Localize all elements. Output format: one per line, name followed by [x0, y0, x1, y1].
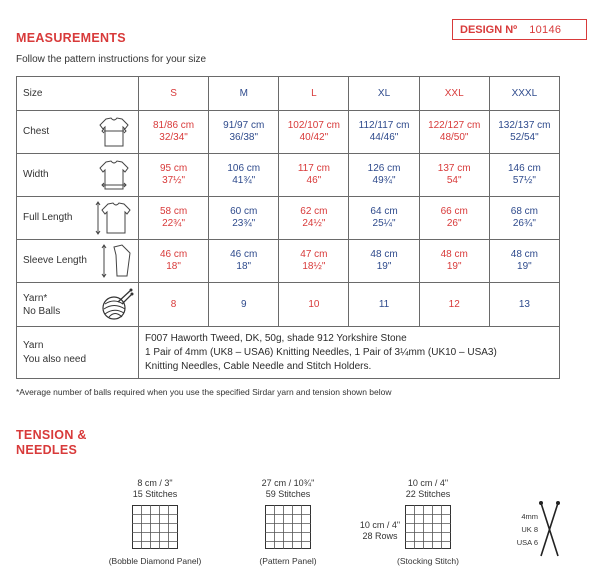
- yarn-footnote: *Average number of balls required when you use the specified Sirdar yarn and tension shown below: [16, 387, 392, 397]
- size-xxl: XXL: [419, 77, 489, 111]
- size-instruction: Follow the pattern instructions for your size: [16, 54, 207, 65]
- design-label: DESIGN Nº: [460, 23, 518, 36]
- bobble-panel-width: 8 cm / 3": [137, 478, 173, 488]
- sleeve-xxl-in: 19": [446, 261, 462, 272]
- chest-xl-cm: 112/117 cm: [358, 120, 410, 131]
- measurements-table: [16, 76, 560, 379]
- width-l-in: 46": [306, 175, 322, 186]
- balls-xxl: 12: [419, 283, 489, 327]
- no-balls-label: No Balls: [23, 305, 61, 317]
- bobble-panel-measure: [110, 478, 200, 500]
- pattern-panel-measure: [238, 478, 338, 500]
- length-s-in: 22¾": [162, 218, 186, 229]
- sleeve-xxl-cm: 48 cm: [440, 249, 468, 260]
- width-label: Width: [23, 169, 49, 180]
- balls-l: 10: [279, 283, 349, 327]
- pattern-panel-swatch-icon: [265, 505, 311, 549]
- yarn-spec: F007 Haworth Tweed, DK, 50g, shade 912 Yorkshire Stone: [145, 332, 407, 344]
- width-xxxl-in: 57½": [512, 175, 536, 186]
- stocking-stitch-stitches: 22 Stitches: [405, 489, 451, 499]
- yarn-balls-row: [17, 283, 560, 327]
- width-xxxl-cm: 146 cm: [507, 163, 541, 174]
- sleeve-xxxl-cm: 48 cm: [510, 249, 538, 260]
- also-need-title: You also need: [23, 353, 87, 365]
- balls-m: 9: [209, 283, 279, 327]
- stocking-stitch-measure: [378, 478, 478, 500]
- chest-row: [17, 111, 560, 154]
- length-s-cm: 58 cm: [159, 206, 188, 217]
- chest-m-in: 36/38": [229, 132, 259, 143]
- tension-heading: [16, 428, 87, 458]
- chest-l-cm: 102/107 cm: [287, 120, 341, 131]
- sleeve-l-in: 18½": [302, 261, 326, 272]
- width-l-cm: 117 cm: [297, 163, 330, 174]
- length-xl-in: 25¼": [372, 218, 396, 229]
- needle-mm: 4mm: [521, 512, 538, 521]
- pattern-panel-stitches: 59 Stitches: [265, 489, 311, 499]
- width-xl-cm: 126 cm: [367, 163, 401, 174]
- design-number-box: [452, 19, 587, 40]
- width-s-cm: 95 cm: [159, 163, 188, 174]
- also-need-line-2: Knitting Needles, Cable Needle and Stitch Holders.: [145, 360, 372, 372]
- chest-garment-icon: [94, 116, 134, 148]
- size-row: [17, 77, 560, 111]
- sleeve-m-in: 18": [236, 261, 252, 272]
- yarn-title: Yarn: [23, 339, 44, 351]
- stocking-stitch-caption: (Stocking Stitch): [397, 556, 459, 566]
- full-length-row: [17, 197, 560, 240]
- requirements-row: [17, 327, 560, 379]
- chest-m-cm: 91/97 cm: [223, 120, 265, 131]
- stocking-stitch-height: 10 cm / 4": [359, 520, 401, 530]
- pattern-panel-width: 27 cm / 10¾": [261, 478, 315, 488]
- width-garment-icon: [94, 159, 134, 191]
- chest-xxxl-cm: 132/137 cm: [498, 120, 551, 131]
- sleeve-m-cm: 46 cm: [230, 249, 258, 260]
- measurements-heading: MEASUREMENTS: [16, 31, 126, 45]
- balls-s: 8: [139, 283, 209, 327]
- length-xxxl-in: 26¾": [512, 218, 536, 229]
- tension-heading-line-1: TENSION &: [16, 428, 87, 442]
- needle-usa: USA 6: [516, 538, 538, 547]
- full-length-label: Full Length: [23, 212, 73, 223]
- needle-sizes: [500, 510, 538, 549]
- length-garment-icon: [94, 200, 134, 236]
- sleeve-s-in: 18": [166, 261, 181, 272]
- sleeve-xl-cm: 48 cm: [370, 249, 398, 260]
- sleeve-xxxl-in: 19": [517, 261, 532, 272]
- stocking-stitch-rows: 28 Rows: [362, 531, 398, 541]
- sleeve-l-cm: 47 cm: [300, 249, 328, 260]
- length-xxl-in: 26": [446, 218, 462, 229]
- size-label: Size: [17, 77, 139, 111]
- size-s: S: [139, 77, 209, 111]
- chest-s-cm: 81/86 cm: [153, 120, 195, 131]
- width-row: [17, 154, 560, 197]
- length-xxxl-cm: 68 cm: [510, 206, 538, 217]
- chest-l-in: 40/42": [299, 132, 329, 143]
- stocking-stitch-width: 10 cm / 4": [407, 478, 449, 488]
- balls-xxxl: 13: [489, 283, 559, 327]
- bobble-panel-swatch-icon: [132, 505, 178, 549]
- chest-xxl-in: 48/50": [439, 132, 469, 143]
- sleeve-length-row: [17, 240, 560, 283]
- length-m-in: 23¾": [232, 218, 256, 229]
- knitting-needles-icon: [538, 500, 562, 560]
- bobble-panel-caption: (Bobble Diamond Panel): [108, 556, 202, 566]
- stocking-stitch-swatch-icon: [405, 505, 451, 549]
- chest-xxl-cm: 122/127 cm: [428, 120, 481, 131]
- design-number: 10146: [529, 23, 562, 36]
- sleeve-icon: [100, 243, 134, 279]
- balls-xl: 11: [349, 283, 419, 327]
- chest-s-in: 32/34": [159, 132, 188, 143]
- tension-heading-line-2: NEEDLES: [16, 443, 78, 457]
- size-l: L: [279, 77, 349, 111]
- size-xxxl: XXXL: [489, 77, 559, 111]
- chest-xxxl-in: 52/54": [510, 132, 539, 143]
- bobble-panel-stitches: 15 Stitches: [132, 489, 178, 499]
- yarn-ball-icon: [98, 288, 134, 322]
- width-m-cm: 106 cm: [227, 163, 261, 174]
- chest-xl-in: 44/46": [369, 132, 399, 143]
- stocking-stitch-rows-measure: [350, 520, 410, 542]
- width-xxl-cm: 137 cm: [437, 163, 471, 174]
- width-s-in: 37½": [162, 175, 186, 186]
- chest-label: Chest: [23, 126, 50, 137]
- sleeve-xl-in: 19": [376, 261, 392, 272]
- size-m: M: [209, 77, 279, 111]
- width-m-in: 41¾": [232, 175, 256, 186]
- length-l-in: 24½": [302, 218, 326, 229]
- length-m-cm: 60 cm: [230, 206, 258, 217]
- sleeve-s-cm: 46 cm: [159, 249, 188, 260]
- size-xl: XL: [349, 77, 419, 111]
- length-xl-cm: 64 cm: [370, 206, 398, 217]
- length-xxl-cm: 66 cm: [440, 206, 468, 217]
- pattern-panel-caption: (Pattern Panel): [259, 556, 317, 566]
- width-xl-in: 49¾": [372, 175, 396, 186]
- also-need-line-1: 1 Pair of 4mm (UK8 – USA6) Knitting Needles, 1 Pair of 3¼mm (UK10 – USA3): [145, 346, 497, 358]
- needle-uk: UK 8: [521, 525, 538, 534]
- yarn-label: Yarn*: [23, 292, 48, 304]
- sleeve-length-label: Sleeve Length: [23, 255, 87, 266]
- width-xxl-in: 54": [446, 175, 462, 186]
- length-l-cm: 62 cm: [300, 206, 328, 217]
